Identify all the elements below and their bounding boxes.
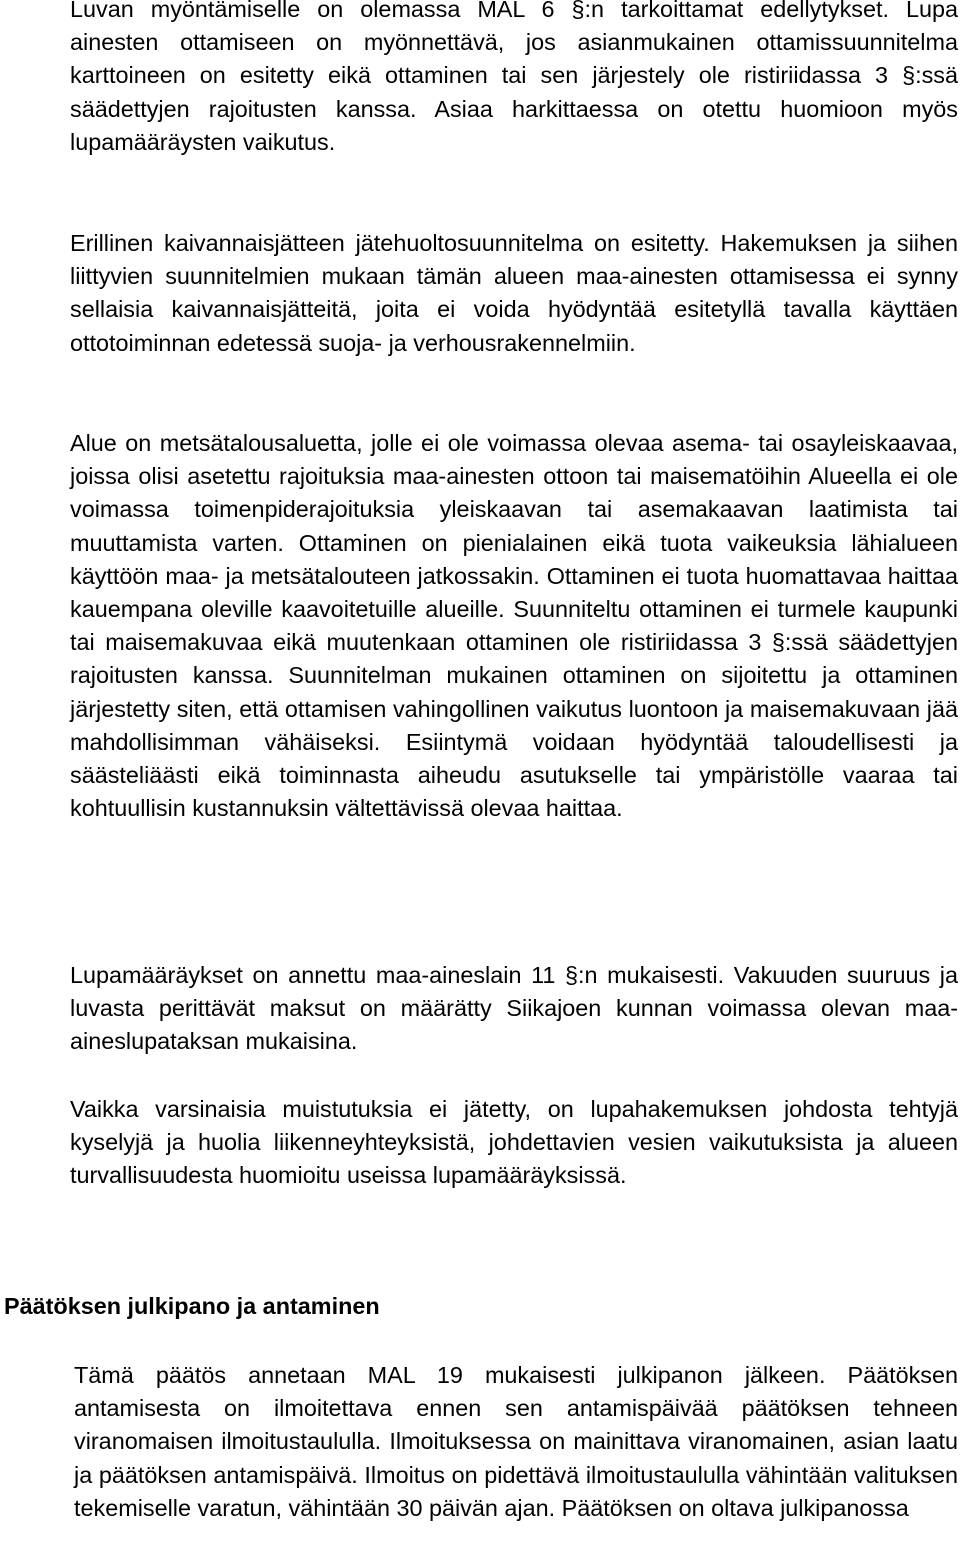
paragraph-permit-regulations: Lupamääräykset on annettu maa-aineslain 11 §:n mukaisesti. Vakuuden suuruus ja luvasta perittävät maksut on määrätty Siikajoen kunnan voimassa olevan maa-aineslupataksan mukaisina.	[70, 962, 958, 1055]
paragraph-land-use-assessment: Alue on metsätalousaluetta, jolle ei ole voimassa olevaa asema- tai osayleiskaavaa, joissa olisi asetettu rajoituksia maa-ainesten ottoon tai maisematöihin Alueella ei ole voimassa toimenpiderajoituksia yleiskaavan tai asemakaavan laatimista tai muuttamista varten. Ottaminen on pienialainen eikä tuota vaikeuksia lähialueen käyttöön maa- ja metsätalouteen jatkossakin. Ottaminen ei tuota huomattavaa haittaa kauempana oleville kaavoitetuille alueille. Suunniteltu ottaminen ei turmele kaupunki tai maisemakuvaa eikä muutenkaan ottaminen ole ristiriidassa 3 §:ssä säädettyjen rajoitusten kanssa. Suunnitelman mukainen ottaminen on sijoitettu ja ottaminen järjestetty siten, että ottamisen vahingollinen vaikutus luontoon ja maisemakuvaan jää mahdollisimman vähäiseksi. Esiintymä voidaan hyödyntää taloudellisesti ja säästeliäästi eikä toiminnasta aiheudu asutukselle tai ympäristölle vaaraa tai kohtuullisin kustannuksin vältettävissä olevaa haittaa.	[70, 430, 958, 822]
paragraph-permit-conditions: Luvan myöntämiselle on olemassa MAL 6 §:n tarkoittamat edellytykset. Lupa ainesten ottamiseen on myönnettävä, jos asianmukainen ottamissuunnitelma karttoineen on esitetty eikä ottaminen tai sen järjestely ole ristiriidassa 3 §:ssä säädettyjen rajoitusten kanssa. Asiaa harkittaessa on otettu huomioon myös lupamääräysten vaikutus.	[70, 0, 958, 155]
paragraph-publication: Tämä päätös annetaan MAL 19 mukaisesti julkipanon jälkeen. Päätöksen antamisesta on ilmoitettava ennen sen antamispäivää päätöksen tehneen viranomaisen ilmoitustaululla. Ilmoituksessa on mainittava viranomainen, asian laatu ja päätöksen antamispäivä. Ilmoitus on pidettävä ilmoitustaululla vähintään valituksen tekemiselle varatun, vähintään 30 päivän ajan. Päätöksen on oltava julkipanossa	[74, 1362, 958, 1521]
paragraph-inquiries-considered: Vaikka varsinaisia muistutuksia ei jätetty, on lupahakemuksen johdosta tehtyjä kyselyjä ja huolia liikenneyhteyksistä, johdettavien vesien vaikutuksista ja alueen turvallisuudesta huomioitu useissa lupamääräyksissä.	[70, 1096, 958, 1189]
paragraph-extraction-waste-plan: Erillinen kaivannaisjätteen jätehuoltosuunnitelma on esitetty. Hakemuksen ja siihen liittyvien suunnitelmien mukaan tämän alueen maa-ainesten ottamisessa ei synny sellaisia kaivannaisjätteitä, joita ei voida hyödyntää esitetyllä tavalla käyttäen ottotoiminnan edetessä suoja- ja verhousrakennelmiin.	[70, 230, 958, 356]
section-heading: Päätöksen julkipano ja antaminen	[4, 1293, 380, 1319]
